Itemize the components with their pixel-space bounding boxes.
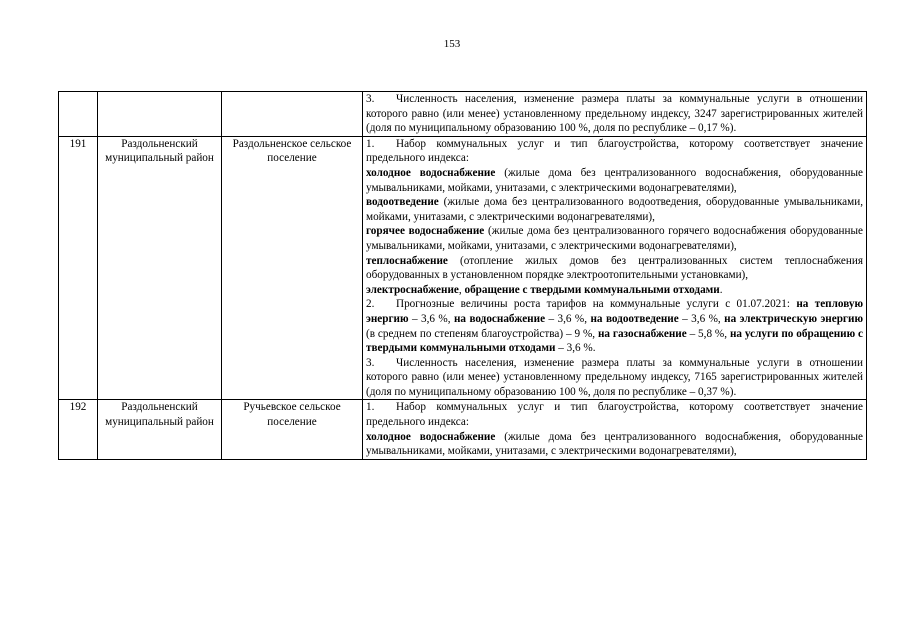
row-number: 192 xyxy=(59,400,98,459)
description-cell xyxy=(363,136,867,400)
row-number: 191 xyxy=(59,136,98,400)
district-cell: Раздольненский муниципальный район xyxy=(98,400,222,459)
table-row xyxy=(59,400,867,459)
service-cold-water: холодное водоснабжение (жилые дома без централизованного водоснабжения, оборудованные умывальниками, мойками, унитазами, с электрическими водонагревателями), xyxy=(366,166,863,194)
page-number: 153 xyxy=(443,38,461,50)
services-intro: 1. Набор коммунальных услуг и тип благоустройства, которому соответствует значение предельного индекса: xyxy=(366,401,863,429)
settlement-cell: Раздольненское сельское поселение xyxy=(222,136,363,400)
service-hot-water: горячее водоснабжение (жилые дома без централизованного горячего водоснабжения оборудованные умывальниками, мойками, унитазами, с электрическими водонагревателями), xyxy=(366,225,863,252)
row-number xyxy=(59,92,98,137)
settlement-cell xyxy=(222,92,363,137)
population-paragraph: 3. Численность населения, изменение размера платы за коммунальные услуги в отношении которого равно (или менее) установленному предельному индексу, 7165 зарегистрированных жителей (доля по муниципальному образованию 100 %, доля по республике – 0,37 %). xyxy=(366,356,863,398)
service-electric-waste: электроснабжение, обращение с твердыми коммунальными отходами. xyxy=(366,283,723,296)
tariff-table xyxy=(58,91,867,460)
table-row xyxy=(59,136,867,400)
district-cell xyxy=(98,92,222,137)
service-sewer: водоотведение (жилые дома без централизованного водоотведения, оборудованные умывальниками, мойками, унитазами, с электрическими водонагревателями), xyxy=(366,196,863,223)
services-intro: 1. Набор коммунальных услуг и тип благоустройства, которому соответствует значение предельного индекса: xyxy=(366,137,863,165)
description-cell xyxy=(363,400,867,459)
description-cell xyxy=(363,92,867,137)
service-heat: теплоснабжение (отопление жилых домов без централизованных систем теплоснабжения оборудованных в установленном порядке электроотопительными установками), xyxy=(366,254,863,282)
population-paragraph: 3. Численность населения, изменение размера платы за коммунальные услуги в отношении которого равно (или менее) установленному предельному индексу, 3247 зарегистрированных жителей (доля по муниципальному образованию 100 %, доля по республике – 0,17 %). xyxy=(366,93,863,135)
table-row xyxy=(59,92,867,137)
tariff-paragraph: 2. Прогнозные величины роста тарифов на коммунальные услуги с 01.07.2021: на тепловую энергию – 3,6 %, на водоснабжение – 3,6 %, на водоотведение – 3,6 %, на электрическую энергию (в среднем по степеням благоустройства) – 9 %, на газоснабжение – 5,8 %, на услуги по обращению с твердыми коммунальными отходами – 3,6 %. xyxy=(366,298,864,355)
district-cell: Раздольненский муниципальный район xyxy=(98,136,222,400)
settlement-cell: Ручьевское сельское поселение xyxy=(222,400,363,459)
service-cold-water: холодное водоснабжение (жилые дома без централизованного водоснабжения, оборудованные умывальниками, мойками, унитазами, с электрическими водонагревателями), xyxy=(366,430,863,458)
